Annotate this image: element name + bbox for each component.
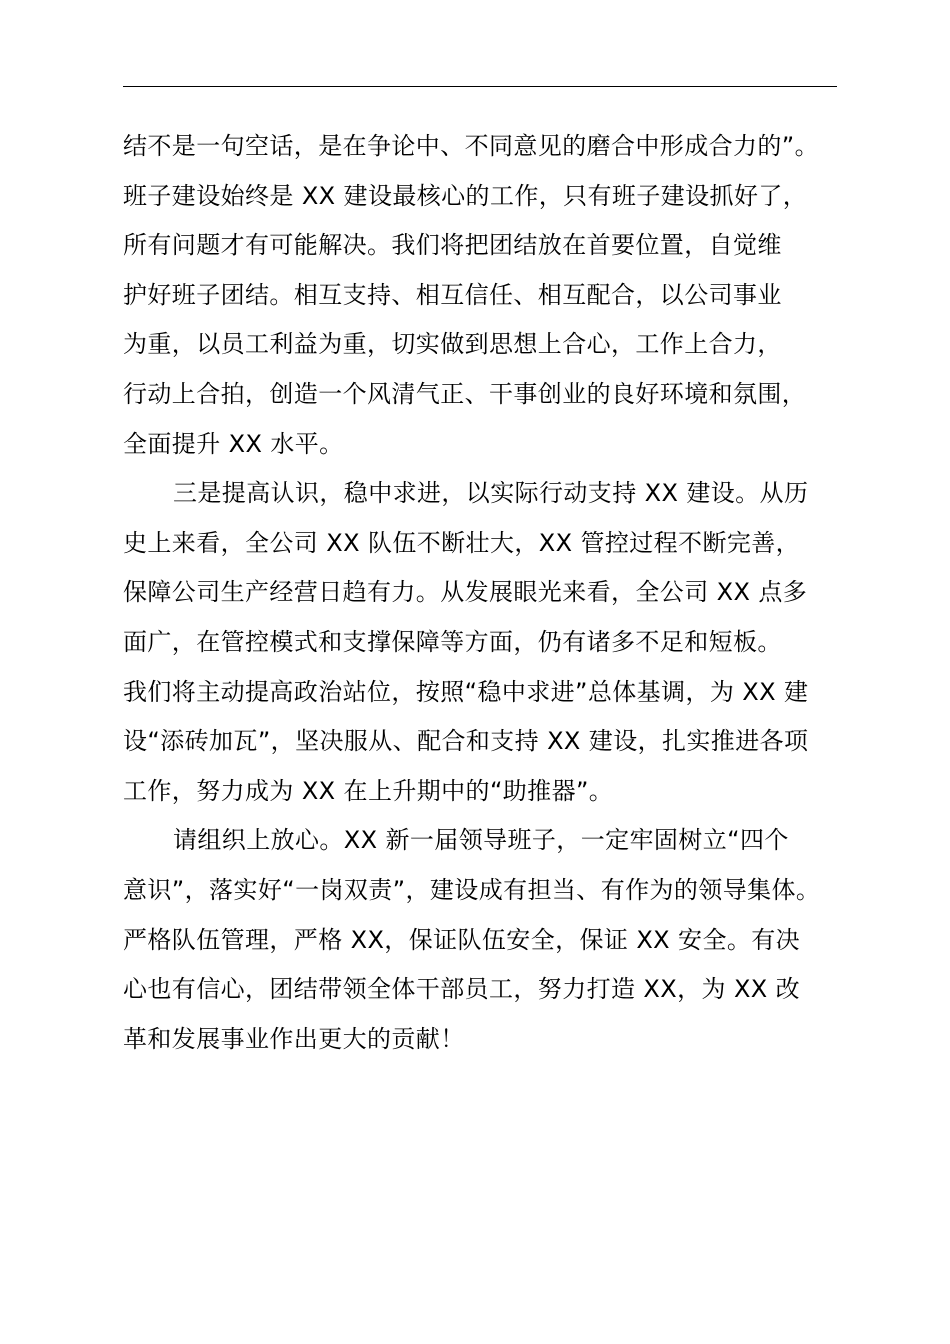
text-line: 心也有信心，团结带领全体干部员工，努力打造 XX，为 XX 改	[123, 975, 801, 1004]
text-line: 面广，在管控模式和支撑保障等方面，仍有诸多不足和短板。	[123, 627, 782, 656]
text-line: 严格队伍管理，严格 XX，保证队伍安全，保证 XX 安全。有决	[123, 925, 801, 954]
text-line: 史上来看，全公司 XX 队伍不断壮大，XX 管控过程不断完善，	[123, 528, 801, 557]
text-line: 保障公司生产经营日趋有力。从发展眼光来看，全公司 XX 点多	[123, 578, 808, 607]
text-line: 设“添砖加瓦”，坚决服从、配合和支持 XX 建设，扎实推进各项	[123, 727, 809, 756]
text-line: 意识”，落实好“一岗双责”，建设成有担当、有作为的领导集体。	[123, 875, 821, 904]
paragraph-first-line: 请组织上放心。XX 新一届领导班子，一定牢固树立“四个	[173, 826, 789, 855]
text-line: 行动上合拍，创造一个风清气正、干事创业的良好环境和氛围，	[123, 379, 807, 408]
header-rule	[123, 86, 837, 87]
text-line: 结不是一句空话，是在争论中、不同意见的磨合中形成合力的”。	[123, 132, 820, 160]
text-line: 为重，以员工利益为重，切实做到思想上合心，工作上合力，	[123, 330, 782, 359]
text-line: 全面提升 XX 水平。	[123, 429, 344, 458]
text-line: 所有问题才有可能解决。我们将把团结放在首要位置，自觉维	[123, 231, 782, 260]
text-line: 班子建设始终是 XX 建设最核心的工作，只有班子建设抓好了，	[123, 181, 808, 210]
text-line: 革和发展事业作出更大的贡献！	[123, 1024, 465, 1053]
text-line: 护好班子团结。相互支持、相互信任、相互配合，以公司事业	[123, 280, 782, 309]
text-line: 我们将主动提高政治站位，按照“稳中求进”总体基调，为 XX 建	[123, 677, 809, 706]
document-body	[123, 122, 837, 1064]
paragraph-first-line: 三是提高认识，稳中求进，以实际行动支持 XX 建设。从历	[173, 479, 809, 508]
text-line: 工作，努力成为 XX 在上升期中的“助推器”。	[123, 776, 614, 805]
